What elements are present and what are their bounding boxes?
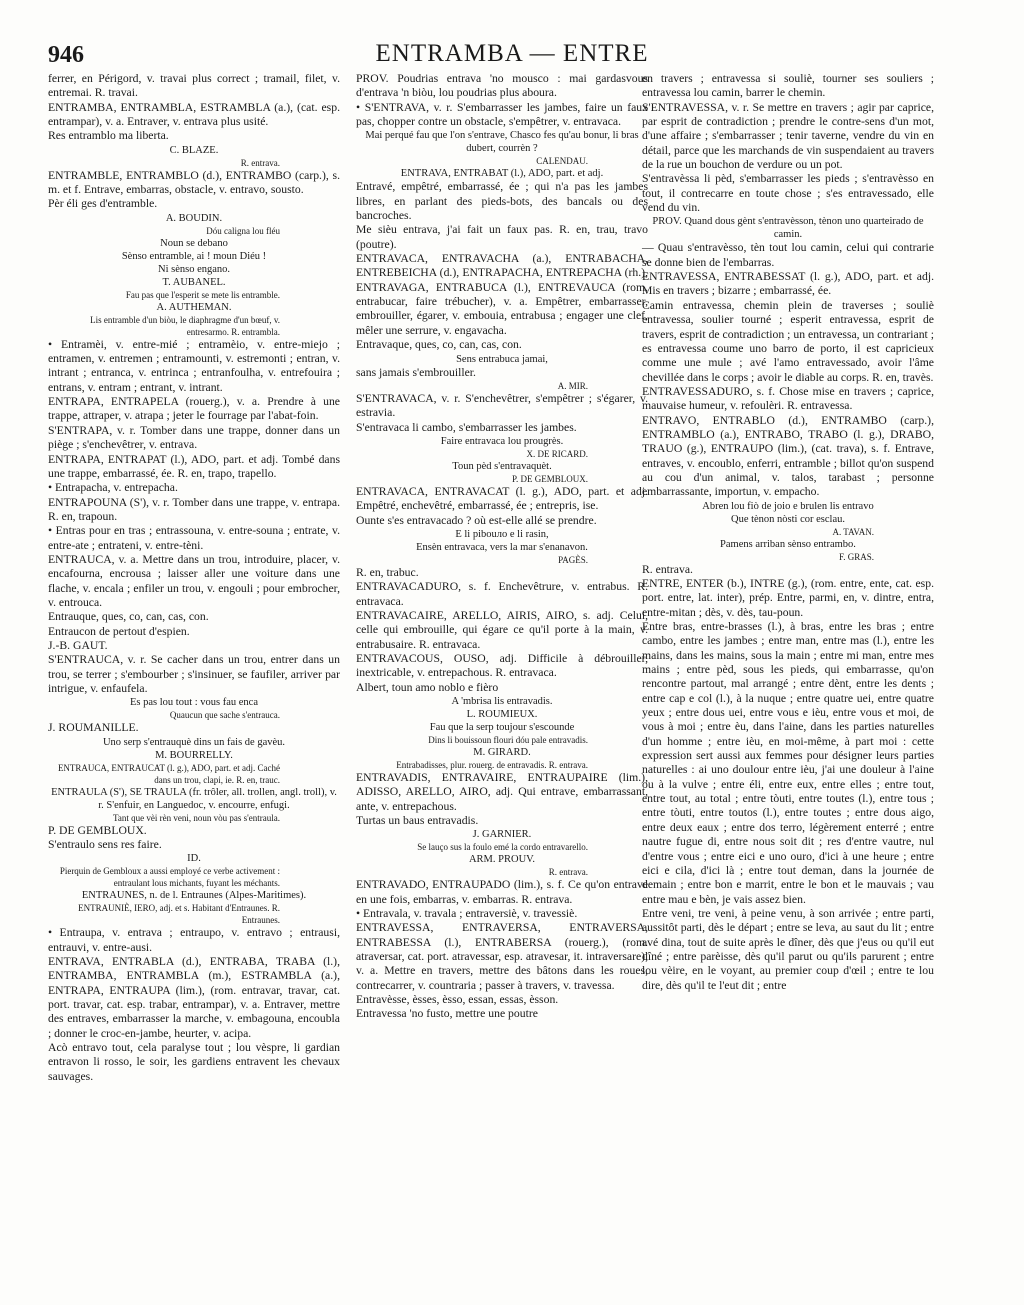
page-header: ENTRAMBA — ENTRE bbox=[375, 40, 649, 67]
text-line: ENTRAVACAIRE, ARELLO, AIRIS, AIRO, s. adj. Celui, celle qui embrouille, qui égare ce qu'il porte à la main, v. entrabusaire. R. entravaca. bbox=[356, 608, 648, 651]
text-line: Ounte s'es entravacado ? où est-elle allé se prendre. bbox=[356, 513, 597, 527]
text-line: S'entravaca li cambo, s'embarrasser les jambes. bbox=[356, 420, 577, 434]
quote-author: F. GRAS. bbox=[838, 551, 874, 562]
text-line: R. entrava. bbox=[642, 562, 693, 576]
quote-line: Fau que la serp toujour s'escounde bbox=[429, 722, 575, 733]
quote-line: Que tènon nòsti cor esclau. bbox=[730, 513, 845, 525]
quote-line: M. BOURRELLY. bbox=[155, 749, 233, 761]
text-line: ENTRAMBA, ENTRAMBLA, ESTRAMBLA (a.), (cat. esp. entrampar), v. a. Entraver, v. entrava plus usité. bbox=[48, 100, 340, 129]
text-line: PROV. Poudrias entrava 'no mousco : mai gardasvous d'entrava 'n biòu, lou poudrias plus aboura. bbox=[356, 72, 648, 100]
text-line: Turtas un baus entravadis. bbox=[356, 814, 479, 828]
text-line: P. DE GEMBLOUX. bbox=[48, 823, 147, 837]
text-line: S'entravèssa li pèd, s'embarrasser les pieds ; s'entravèsso en tout, il contrecarre en toute chose ; s'es entravessado, elle vend du vin. bbox=[642, 172, 934, 215]
quote-author: A. MIR. bbox=[557, 380, 588, 391]
text-line: J.-B. GAUT. bbox=[48, 638, 108, 652]
text-line: • Entramèi, v. entre-mié ; entramèio, v. entre-miejo ; entramen, v. entremen ; entramounti, v. estremonti ; entran, v. intrant ; entranca, v. entrinca ; entranfoulha, v. entrefouira ; entrans, v. entram ; entrant, v. intrant. bbox=[48, 337, 340, 394]
quote-line: T. AUBANEL. bbox=[162, 276, 226, 288]
text-line: ENTRAVA, ENTRABLA (d.), ENTRABA, TRABA (l.), ENTRAMBA, ENTRAMBLA (m.), ESTRAMBLA (a.), ENTRAPA, ENTRAUPA (lim.), (rom. entravar, travar, cat. port. travar, cat. esp. trabar, entrampar), v. a. Entraver, mettre des entraves, embarrasser la marche, v. embagouna, encoubla ; donner le croc-en-jambe, heurter, v. acipa. bbox=[48, 955, 340, 1040]
quote-line: E li pibouло e li rasin, bbox=[455, 528, 549, 540]
text-line: • Entravala, v. travala ; entraversiè, v. travessiè. bbox=[356, 907, 578, 921]
text-line: ENTRAVACA, ENTRAVACAT (l. g.), ADO, part. et adj. Empêtré, enchevêtré, embarrassé, ée ; entrepris, ise. bbox=[356, 484, 648, 513]
text-line: Me sièu entrava, j'ai fait un faux pas. R. en, trau, travo (poutre). bbox=[356, 223, 648, 251]
text-line: Acò entravo tout, cela paralyse tout ; lou vèspre, li gardian entravon li rosso, le soir, les gardiens entravent les chevaux sauvages. bbox=[48, 1041, 340, 1083]
text-line: • Entraupa, v. entrava ; entraupo, v. entravo ; entrausi, entrauvi, v. entre-ausi. bbox=[48, 926, 340, 954]
text-line: ENTRAVADIS, ENTRAVAIRE, ENTRAUPAIRE (lim.), ADISSO, ARELLO, AIRO, adj. Qui entrave, embarrassant, ante, v. entrepachous. bbox=[356, 771, 648, 813]
quote-line: ENTRAVA, ENTRABAT (l.), ADO, part. et adj. bbox=[400, 168, 604, 180]
quote-author: Tant que vèi rèn veni, noun vòu pas s'entraula. bbox=[113, 812, 280, 823]
quote-line: ID. bbox=[187, 853, 201, 865]
text-line: • Entrapacha, v. entrepacha. bbox=[48, 481, 178, 495]
text-line: Entravaque, ques, co, can, cas, con. bbox=[356, 338, 522, 352]
text-line: S'ENTRAVESSA, v. r. Se mettre en travers ; agir par caprice, par esprit de contradiction ; prendre le contre-sens d'un mot, d'une affaire ; s'embarrasser ; tenir taverne, vendre du vin en détail, parce que les marchands de vin suspendaient au travers de la rue un bouchon de verdure ou un pot. bbox=[642, 100, 934, 172]
quote-line: A. AUTHEMAN. bbox=[156, 301, 232, 313]
quote-line: Pamens arriban sènso entrambo. bbox=[720, 538, 856, 550]
text-line: ENTRAVADO, ENTRAUPADO (lim.), s. f. Ce qu'on entrave en une fois, embarras, v. embarras. R. entrava. bbox=[356, 878, 648, 906]
quote-line: Ni sènso engano. bbox=[157, 263, 231, 275]
quote-line: A 'mbrisa lis entravadis. bbox=[451, 696, 553, 707]
text-line: Camin entravessa, chemin plein de traverses ; souliè entravessa, soulier tourné ; esperit entravessa, esprit de travers, esprit de contradiction ; un entravessa, un contrariant ; es entravessa coume uno barro de porto, il est capricieux comme une mule ; avé l'amo entravessado, avoir l'âme chevillée dans le corps ; avoir le diable au corps. R. en, travès. bbox=[642, 298, 934, 384]
text-line: J. ROUMANILLE. bbox=[48, 721, 139, 735]
text-line: — Quau s'entravèsso, tèn tout lou camin, celui qui contrarie se donne bien de l'embarras. bbox=[642, 241, 934, 269]
text-line: Res entramblo ma liberta. bbox=[48, 129, 169, 143]
column-2 bbox=[356, 72, 648, 1022]
quote-line: Faire entravaca lou prougrès. bbox=[440, 435, 564, 447]
text-line: ENTRAVACA, ENTRAVACHA (a.), ENTRABACHA, ENTREBEICHA (d.), ENTRAPACHA, ENTREPACHA (rh.), ENTRAVAGA, ENTRABUCA (l.), ENTREVAUCA (rom. entrabucar, faire trébucher), v. a. Empêtrer, embarrasser, embrouiller, égarer, v. embouia, entrabusa ; engager une clef, mêler une serrure, v. engavacha. bbox=[356, 252, 648, 337]
quote-line: C. BLAZE. bbox=[169, 144, 219, 156]
text-line: ferrer, en Périgord, v. travai plus correct ; tramail, filet, v. entremai. R. travai. bbox=[48, 72, 340, 100]
quote-line: ARM. PROUV. bbox=[468, 854, 536, 866]
quote-line: A. BOUDIN. bbox=[165, 212, 223, 224]
text-line: ENTRAVACADURO, s. f. Enchevêtrure, v. entrabus. R. entravaca. bbox=[356, 580, 648, 608]
quote-author: ENTRAUCA, ENTRAUCAT (l. g.), ADO, part. et adj. Caché dans un trou, clapi, ie. R. en, trauc. bbox=[57, 762, 280, 785]
text-line: Entraucon de pertout d'espien. bbox=[48, 624, 190, 638]
quote-line: Noun se debano bbox=[160, 237, 228, 249]
quote-author: Entrabadisses, plur. rouerg. de entravadis. R. entrava. bbox=[396, 760, 588, 770]
quote-author: Dóu caligna lou fléu bbox=[206, 225, 280, 236]
quote-author: Quaucun que sache s'entrauca. bbox=[169, 710, 280, 721]
text-line: S'ENTRAVACA, v. r. S'enchevêtrer, s'empêtrer ; s'égarer, v. estravia. bbox=[356, 391, 648, 420]
text-line: ENTRAPA, ENTRAPELA (rouerg.), v. a. Prendre à une trappe, attraper, v. atrapa ; jeter le fourrage par l'abat-foin. bbox=[48, 395, 340, 423]
text-line: ENTRAMBLE, ENTRAMBLO (d.), ENTRAMBO (carp.), s. m. et f. Entrave, embarras, obstacle, v. entravo, sousto. bbox=[48, 168, 340, 197]
quote-line: ENTRAUNES, n. de l. Entraunes (Alpes-Maritimes). bbox=[81, 890, 307, 902]
text-line: Pèr éli ges d'entramble. bbox=[48, 197, 158, 211]
quote-line: Sens entrabuca jamai, bbox=[456, 353, 548, 365]
quote-line: Ensèn entravaca, vers la mar s'enanavon. bbox=[416, 541, 588, 553]
text-line: S'ENTRAUCA, v. r. Se cacher dans un trou, entrer dans un trou, se terrer ; s'embourber ; s'insinuer, se faufiler, arriver par intrigue, v. enfaufela. bbox=[48, 653, 340, 695]
text-line: R. en, trabuc. bbox=[356, 565, 419, 579]
quote-line: PROV. Quand dous gènt s'entravèsson, tènon uno quarteirado de camin. bbox=[652, 216, 924, 241]
quote-author: Pierquin de Gembloux a aussi employé ce verbe activement : entraulant lous michants, fuyant les méchants. bbox=[59, 866, 280, 889]
text-line: Albert, toun amo noblo e fièro bbox=[356, 680, 499, 694]
quote-author: P. DE GEMBLOUX. bbox=[511, 473, 588, 484]
column-1 bbox=[48, 72, 340, 1084]
text-line: ENTRE, ENTER (b.), INTRE (g.), (rom. entre, ente, cat. esp. port. entre, lat. inter), prép. Entre, parmi, en, v. dintre, entra, entre-mitan ; dès, v. dès, tau-poun. bbox=[642, 576, 934, 619]
quote-line: L. ROUMIEUX. bbox=[466, 709, 538, 720]
text-line: ENTRAVESSADURO, s. f. Chose mise en travers ; caprice, mauvaise humeur, v. refoulèri. R. entravessa. bbox=[642, 384, 934, 413]
quote-line: Uno serp s'entrauquè dins un fais de gavèu. bbox=[102, 736, 286, 748]
text-line: • S'ENTRAVA, v. r. S'embarrasser les jambes, faire un faux pas, chopper contre un obstacle, s'empêtrer, v. entravaca. bbox=[356, 100, 648, 129]
quote-line: ENTRAULA (S'), SE TRAULA (fr. trôler, all. trollen, angl. troll), v. r. S'enfuir, en Languedoc, v. encourre, enfugi. bbox=[51, 786, 337, 811]
quote-author: A. TAVAN. bbox=[832, 526, 874, 537]
text-line: S'ENTRAPA, v. r. Tomber dans une trappe, donner dans un piège ; s'enchevêtrer, v. entrava. bbox=[48, 423, 340, 452]
text-line: ENTRAPOUNA (S'), v. r. Tomber dans une trappe, v. entrapa. R. en, trapoun. bbox=[48, 495, 340, 523]
quote-author: ENTRAUNIÈ, IERO, adj. et s. Habitant d'Entraunes. R. Entraunes. bbox=[78, 903, 280, 926]
text-line: Entravessa 'no fusto, mettre une poutre bbox=[356, 1007, 538, 1021]
quote-author: Lis entramble d'un biòu, le diaphragme d'un bœuf, v. entresarmo. R. entrambla. bbox=[90, 314, 280, 337]
text-line: sans jamais s'embrouiller. bbox=[356, 365, 476, 379]
quote-author: R. entrava. bbox=[548, 867, 588, 878]
quote-line: Mai perqué fau que l'on s'entrave, Chasco fes qu'au bonur, li bras dubert, courrèn ? bbox=[365, 130, 639, 155]
text-line: S'entraulo sens res faire. bbox=[48, 838, 162, 852]
text-line: ENTRAVESSA, ENTRABESSAT (l. g.), ADO, part. et adj. Mis en travers ; bizarre ; embarrassé, ée. bbox=[642, 270, 934, 298]
quote-line: J. GARNIER. bbox=[472, 829, 532, 841]
text-line: ENTRAUCA, v. a. Mettre dans un trou, introduire, placer, v. encafourna, encrousa ; laisser aller une voiture dans une flache, v. encala ; enfiler un trou, v. engouli ; pour embrocher, v. entrouca. bbox=[48, 552, 340, 609]
text-line: • Entras pour en tras ; entrassouna, v. entre-souna ; entrate, v. entre-ate ; entrateni, v. entre-tèni. bbox=[48, 524, 340, 552]
quote-line: Abren lou fiò de joio e brulen lis entravo bbox=[702, 500, 874, 512]
text-line: ENTRAPA, ENTRAPAT (l.), ADO, part. et adj. Tombé dans une trappe, embarrassé, ée. R. en, trapo, trapello. bbox=[48, 452, 340, 480]
quote-line: Toun pèd s'entravaquèt. bbox=[452, 460, 552, 472]
quote-line: Es pas lou tout : vous fau enca bbox=[129, 697, 258, 709]
text-line: ENTRAVACOUS, OUSO, adj. Difficile à débrouiller, inextricable, v. entrepachous. R. entravaca. bbox=[356, 651, 648, 680]
text-line: ENTRAVESSA, ENTRAVERSA, ENTRAVERSA, ENTRABESSA (l.), ENTRABERSA (rouerg.), (rom. atraversar, cat. port. atravessar, esp. atravesar, it. intraversare), v. a. Mettre en travers, mettre des bâtons dans les roues, contrecarrer, v. countraria ; passer à travers, v. travessa. bbox=[356, 921, 648, 992]
quote-author: X. DE RICARD. bbox=[526, 448, 588, 459]
page-number: 946 bbox=[48, 42, 84, 68]
text-line: Entrauque, ques, co, can, cas, con. bbox=[48, 610, 209, 624]
quote-author: PAGÈS. bbox=[558, 554, 588, 565]
text-line: Entre veni, tre veni, à peine venu, à son arrivée ; entre parti, aussitôt parti, dès le départ ; entre se leva, au saut du lit ; entre avé dina, tout de suite après le dîner, dès que j'eus ou qu'il eut dîné ; entre parèisse, dès qu'il parut ou qu'ils parurent ; entre lou vèire, en le voyant, au premier coup d'œil ; entre te lou dire, dès qu'il te l'eut dit ; entre bbox=[642, 906, 934, 992]
column-3 bbox=[642, 72, 934, 993]
text-line: Entravèsse, èsses, èsso, essan, essas, èsson. bbox=[356, 993, 559, 1007]
text-line: en travers ; entravessa si souliè, tourner ses souliers ; entravessa lou camin, barrer le chemin. bbox=[642, 72, 934, 100]
text-line: Entravé, empêtré, embarrassé, ée ; qui n'a pas les jambes libres, en parlant des pieds-bots, des bancals ou des bancroches. bbox=[356, 180, 648, 223]
quote-line: Sènso entramble, ai ! moun Diéu ! bbox=[121, 250, 267, 262]
quote-author: Dins li bouissoun flouri dóu pale entravadis. bbox=[428, 735, 588, 745]
quote-author: Se lauço sus la foulo emé la cordo entravarello. bbox=[417, 842, 588, 853]
quote-author: CALENDAU. bbox=[536, 156, 588, 167]
quote-author: R. entrava. bbox=[240, 157, 280, 168]
quote-line: M. GIRARD. bbox=[473, 747, 531, 758]
text-line: ENTRAVO, ENTRABLO (d.), ENTRAMBO (carp.), ENTRAMBLO (a.), ENTRABO, TRABO (l. g.), DRABO, TRAUO (g.), ENTRAUPO (lim.), (cat. trava), s. f. Entrave, entraves, v. encoublo, enferri, entramble ; billot qu'on suspend au cou d'un animal, v. talos, tarabast ; personne embarrassante, importun, v. empacho. bbox=[642, 413, 934, 499]
quote-author: Fau pas que l'esperit se mete lis entramble. bbox=[125, 289, 280, 300]
text-line: Entre bras, entre-brasses (l.), à bras, entre les bras ; entre cambo, entre les jambes ; entre man, entre mas (l.), entre les mains, dans les mains, sous la main ; entre mi man, entre mes mains ; entre pèd, sous les pieds, qui embarrasse, qu'on rencontre partout, mal arrangé ; entre dènt, entre les dents ; entre cap e col (l.), à la nuque ; entre quatre uei, entre quatre yeux ; entre dous uei, entre vous e ièu, entre vous et moi, de vous à moi ; entre èu, dans l'aine, dans les parties naturelles d'un homme ; entre ièu, en moi-même, à part moi : cette expression sert aussi aux femmes pour désigner leurs parties naturelles : ai uno doulour entre ièu, j'ai une douleur à l'aine ou à la vulve ; entre éli, entre eux, entre elles ; entre tout, entre tout, au total ; entre tòuti, entre toutes (l.), entre tous ; entre tòuti, entre toutos (l.), entre toutes ; entre dous aigo, entre deux eaux ; entre dos terro, légèrement enterré ; entre nautre fugue di, entre nous soit dit ; res d'entre vautre, nul d'entre vous ; entre eici e uno ouro, d'ici à une heure ; entre eici e cila, d'ici là ; entre tout deman, dans la journée de demain ; entre bon e marrit, entre le bon et le mauvais ; vau entre mau e bèn, je vais assez bien. bbox=[642, 620, 934, 906]
